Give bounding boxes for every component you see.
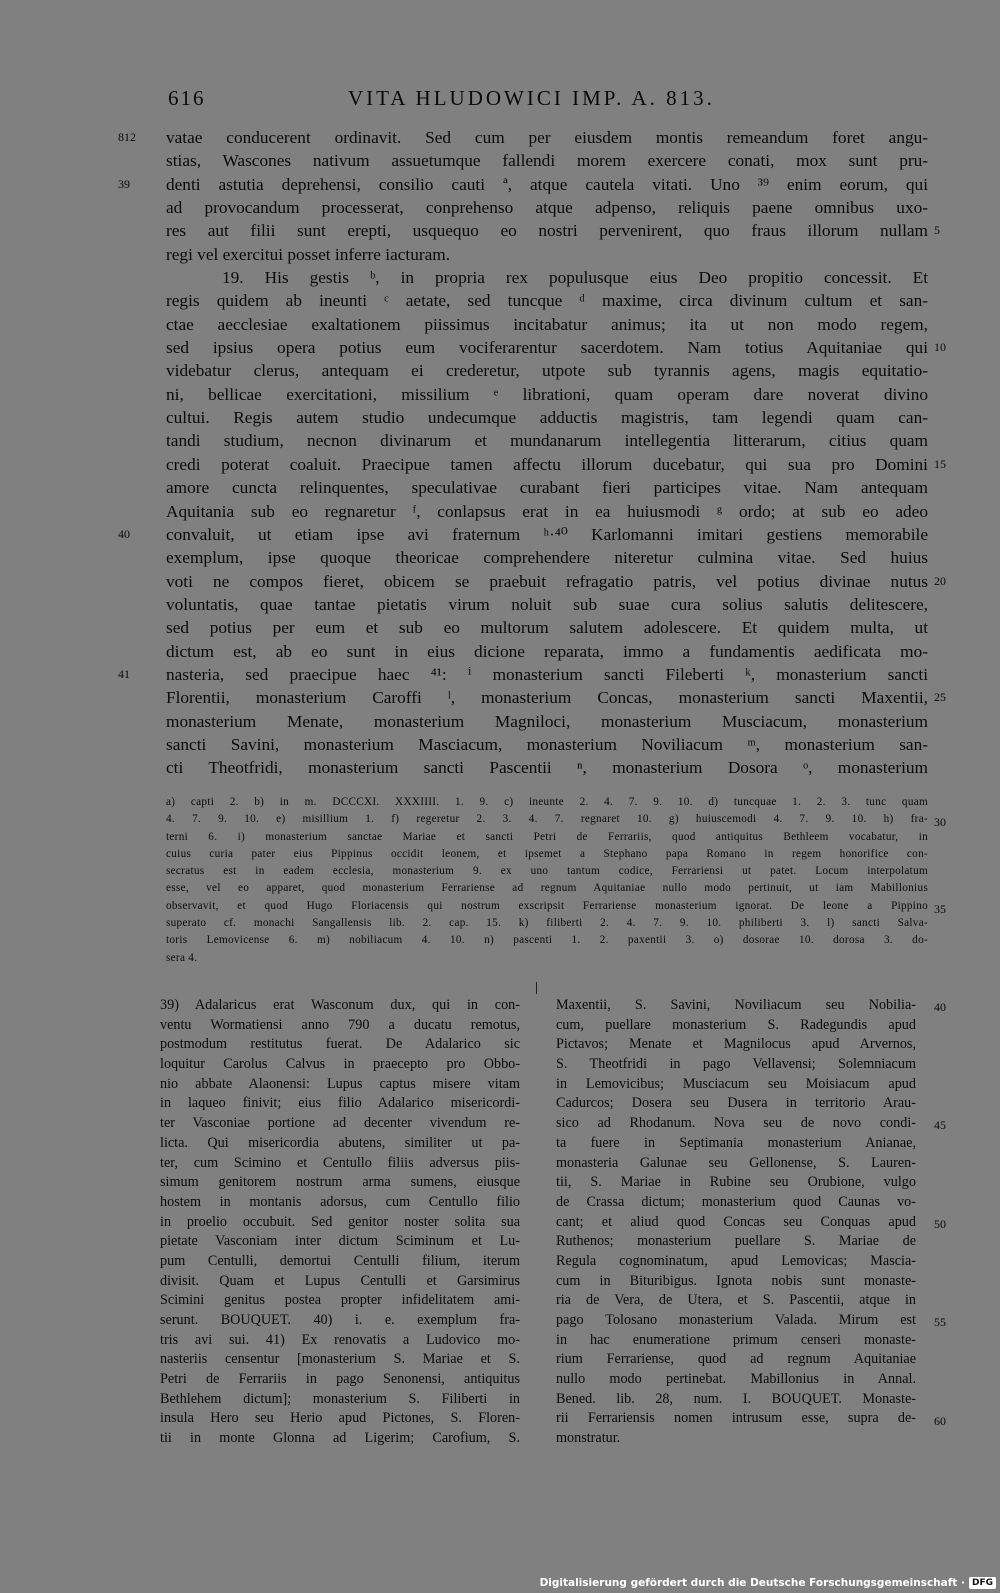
text-line: Florentii, monasterium Caroffi ˡ, monasterium Concas, monasterium sancti Maxentii, <box>166 688 928 708</box>
dfg-logo: DFG <box>969 1577 996 1589</box>
text-line: loquitur Carolus Calvus in praecepto pro Obbo- <box>160 1056 520 1073</box>
text-line: divisit. Quam et Lupus Centulli et Garsimirus <box>160 1272 520 1289</box>
line-number: 40 <box>934 1000 946 1014</box>
text-line: tandi studium, necnon divinarum et mundanarum intellegentia litterarum, citius quam <box>166 431 928 451</box>
line-number: 5 <box>934 223 940 238</box>
text-line: Ruthenos; monasterium puellare S. Mariae de <box>556 1233 916 1250</box>
text-line: toris Lemovicense 6. m) nobiliacum 4. 10. n) pascenti 1. 2. paxentii 3. o) dosorae 10. dorosa 3. do- <box>166 934 928 947</box>
text-line: sed ipsius opera potius eum vociferarentur sacerdotem. Nam totius Aquitaniae qui <box>166 338 928 358</box>
text-line: postmodum restitutus fuerat. De Adalarico sic <box>160 1036 520 1053</box>
text-line: amore cuncta relinquentes, speculativae curabant fieri participes vitae. Nam antequam <box>166 478 928 498</box>
critical-apparatus <box>166 794 928 967</box>
text-line: dictum est, ab eo sunt in eius dicione reparata, immo a fundamentis aedificata mo- <box>166 641 928 661</box>
text-line: regis quidem ab ineunti ᶜ aetate, sed tuncque ᵈ maxime, circa divinum cultum et san- <box>166 291 928 311</box>
line-number: 812 <box>118 130 136 144</box>
commentary-left-column <box>160 996 520 1449</box>
text-line: ta fuere in Septimania monasterium Anianae, <box>556 1134 916 1151</box>
digitization-footer <box>540 1575 996 1591</box>
text-line: credi poterat coaluit. Praecipue tamen affectu illorum ducebatur, qui sua pro Domini <box>166 454 928 474</box>
text-line: Petri de Ferrariis in pago Senonensi, antiquitus <box>160 1371 520 1388</box>
text-line: tris avi sui. 41) Ex renovatis a Ludovico mo- <box>160 1331 520 1348</box>
text-line: ctae aecclesiae exaltationem piissimus incitabatur animus; ita ut non modo regem, <box>166 314 928 334</box>
text-line: ventu Wormatiensi anno 790 a ducatu remotus, <box>160 1016 520 1033</box>
text-line: esse, vel eo apparet, quod monasterium Ferrariense ad regnum Aquitaniae nullo modo pertinuit, ut iam Mabillonius <box>166 882 928 895</box>
text-line: stias, Wascones nativum assuetumque fallendi morem exercere conati, mox sunt pru- <box>166 151 928 171</box>
text-line: in laqueo finivit; eius filio Adalarico misericordi- <box>160 1095 520 1112</box>
text-line: pago Tolosano monasterium Valada. Mirum est <box>556 1312 916 1328</box>
text-line: cultui. Regis autem studio undecumque adductis magistris, tam legendi quam can- <box>166 408 928 428</box>
text-line: pietate Vasconiam inter dictum Sciminum et Lu- <box>160 1233 520 1250</box>
text-line: cti Theotfridi, monasterium sancti Pascentii ⁿ, monasterium Dosora ᵒ, monasterium <box>166 758 928 778</box>
text-line: cant; et aliud quod Concas seu Conquas apud <box>556 1213 916 1230</box>
text-line: 4. 7. 9. 10. e) misillium 1. f) regeretur 2. 3. 4. 7. regnaret 10. g) huiuscemodi 4. 7. 9. 10. h) fra- <box>166 813 928 826</box>
text-line: vatae conducerent ordinavit. Sed cum per eiusdem montis remeandum foret angu- <box>166 128 928 147</box>
text-line: de Crassa dictum; monasterium quod Caunas vo- <box>556 1193 916 1210</box>
page-number: 616 <box>168 86 206 110</box>
text-line: hostem in montanis adorsus, cum Centullo filio <box>160 1193 520 1210</box>
main-text <box>166 126 928 780</box>
text-line: Scimini genitus postea propter infidelitatem ami- <box>160 1292 520 1309</box>
text-line: rium Ferrariense, quod ad regnum Aquitaniae <box>556 1351 916 1368</box>
line-number: 60 <box>934 1413 946 1428</box>
text-line: Cadurcos; Dosera seu Dusera in territorio Arau- <box>556 1095 916 1112</box>
text-line: denti astutia deprehensi, consilio cauti ª, atque cautela vitati. Uno ³⁹ enim eorum, qui <box>166 174 928 194</box>
text-line: licta. Qui misericordia abutens, similiter ut pa- <box>160 1134 520 1151</box>
text-line: a) capti 2. b) in m. DCCCXI. XXXIIII. 1. 9. c) ineunte 2. 4. 7. 9. 10. d) tuncquae 1. 2. 3. tunc quam <box>166 796 928 808</box>
text-line: voluntatis, quae tantae pietatis virum noluit sub suae cura solius salutis delitescere, <box>166 594 928 614</box>
text-line: sancti Savini, monasterium Masciacum, monasterium Noviliacum ᵐ, monasterium san- <box>166 734 928 754</box>
line-number: 45 <box>934 1118 946 1133</box>
text-line: 19. His gestis ᵇ, in propria rex populusque eius Deo propitio concessit. Et <box>222 268 928 288</box>
text-line: ria de Vera, de Utera, et S. Pascentii, atque in <box>556 1292 916 1309</box>
text-line: Maxentii, S. Savini, Noviliacum seu Nobilia- <box>556 997 916 1013</box>
text-line: voti ne compos fieret, obicem se praebuit refragatio patris, vel potius divinae nutus <box>166 571 928 591</box>
text-line: tii in monte Glonna ad Ligerim; Carofium, S. <box>160 1430 520 1447</box>
text-line: pum Centulli, demortui Centulli filium, iterum <box>160 1252 520 1269</box>
line-number: 15 <box>934 456 946 471</box>
text-line: Regula cognominatum, apud Lemovicas; Mascia- <box>556 1252 916 1269</box>
line-number: 10 <box>934 340 946 355</box>
text-line: Pictavos; Menate et Magnilocus apud Arvernos, <box>556 1036 916 1053</box>
text-line: serunt. BOUQUET. 40) i. e. exemplum fra- <box>160 1312 520 1328</box>
text-line: res aut filii sunt erepti, usquequo eo nostri pervenirent, quo fraus illorum nullam <box>166 221 928 241</box>
text-line: monasterium Menate, monasterium Magniloci, monasterium Musciacum, monasterium <box>166 711 928 731</box>
text-line: ad provocandum processerat, conprehenso atque adpenso, reliquis paene omnibus uxo- <box>166 198 928 218</box>
text-line: nio abbate Alaonensi: Lupus captus misere vitam <box>160 1075 520 1092</box>
text-line: regi vel exercitui posset inferre iacturam. <box>166 244 451 264</box>
commentary-right-column <box>556 996 916 1449</box>
text-line: nasteria, sed praecipue haec ⁴¹: ⁱ monasterium sancti Fileberti ᵏ, monasterium sancti <box>166 664 928 684</box>
text-line: rii Ferrariensis nomen intrusum esse, supra de- <box>556 1410 916 1427</box>
text-line: in Lemovicibus; Musciacum seu Moisiacum apud <box>556 1075 916 1092</box>
text-line: Bethlehem dictum]; monasterium S. Filiberti in <box>160 1390 520 1407</box>
text-line: 39) Adalaricus erat Wasconum dux, qui in con- <box>160 997 520 1013</box>
text-line: cum in Bituribigus. Ignota nobis sunt monaste- <box>556 1272 916 1289</box>
text-line: ni, bellicae exercitationi, missilium ᵉ librationi, quam operam dare noverat divino <box>166 384 928 404</box>
text-line: observavit, et quod Hugo Floriacensis qui nostrum exscripsit Ferrariense monasterium ignorat. De leone a Pippino <box>166 899 928 912</box>
text-line: monstratur. <box>556 1430 621 1447</box>
line-number: 25 <box>934 690 946 705</box>
text-line: in proelio occubuit. Sed genitor noster solita sua <box>160 1213 520 1230</box>
text-line: in hac enumeratione primum censeri monaste- <box>556 1331 916 1348</box>
text-line: insula Hero seu Herio apud Pictones, S. Floren- <box>160 1410 520 1427</box>
text-line: superato cf. monachi Sangallensis lib. 2. cap. 15. k) filiberti 2. 4. 7. 9. 10. philiberti 3. l) sancti Salva- <box>166 917 928 930</box>
text-line: secratus est in eadem ecclesia, monasterium 9. ex uno tantum codice, Ferrariensi ut patet. Locum interpolatum <box>166 865 928 878</box>
line-number: 39 <box>118 176 130 191</box>
text-line: S. Theotfridi in pago Vellavensi; Solemniacum <box>556 1056 916 1073</box>
text-line: cum, puellare monasterium S. Radegundis apud <box>556 1016 916 1033</box>
text-line: exemplum, ipse quoque theoricae comprehendere niteretur culmina vitae. Sed huius <box>166 548 928 568</box>
text-line: Bened. lib. 28, num. I. BOUQUET. Monaste- <box>556 1390 916 1407</box>
text-line: convaluit, ut etiam ipse avi fraternum ʰ·⁴⁰ Karlomanni imitari gestiens memorabile <box>166 524 928 544</box>
line-number: 35 <box>934 901 946 916</box>
running-title: VITA HLUDOWICI IMP. A. 813. <box>348 86 715 110</box>
line-number: 55 <box>934 1315 946 1330</box>
line-number: 30 <box>934 815 946 830</box>
text-line: cuius curia pater eius Pippinus occidit leonem, et ipsemet a Stephano papa Romano in regem honorifice con- <box>166 847 928 860</box>
text-line: monasteria Galunae seu Gellonense, S. Lauren- <box>556 1154 916 1171</box>
column-divider <box>536 982 537 994</box>
line-number: 50 <box>934 1216 946 1231</box>
text-line: ter, cum Scimino et Centullo filiis adversus piis- <box>160 1154 520 1171</box>
page-header <box>168 86 928 118</box>
line-number: 41 <box>118 667 130 682</box>
line-number: 20 <box>934 573 946 588</box>
text-line: nasteriis censentur [monasterium S. Mariae et S. <box>160 1351 520 1368</box>
text-line: sed potius per eum et sub eo multorum salutem adolescere. Et quidem multa, ut <box>166 618 928 638</box>
text-line: sera 4. <box>166 951 198 964</box>
text-line: nullo modo pertinebat. Mabillonius in Annal. <box>556 1371 916 1388</box>
text-line: ter Vasconiae portione ad decenter vivendum re- <box>160 1115 520 1132</box>
line-number: 40 <box>118 526 130 541</box>
text-line: Aquitania sub eo regnaretur ᶠ, conlapsus erat in ea huiusmodi ᵍ ordo; at sub eo adeo <box>166 501 928 521</box>
text-line: simum genitorem nostrum arma sumens, eiusque <box>160 1174 520 1191</box>
footer-text: Digitalisierung gefördert durch die Deutsche Forschungsgemeinschaft · <box>539 1577 965 1589</box>
text-line: terni 6. i) monasterium sanctae Mariae et sancti Petri de Ferrariis, quod antiquitus Bethleem vocabatur, in <box>166 830 928 843</box>
text-line: videbatur clerus, antequam ei crederetur, utpote sub tyrannis agens, magis equitatio- <box>166 361 928 381</box>
text-line: sico ad Rhodanum. Nova seu de novo condi- <box>556 1115 916 1132</box>
text-line: tii, S. Mariae in Rubine seu Orubione, vulgo <box>556 1174 916 1191</box>
